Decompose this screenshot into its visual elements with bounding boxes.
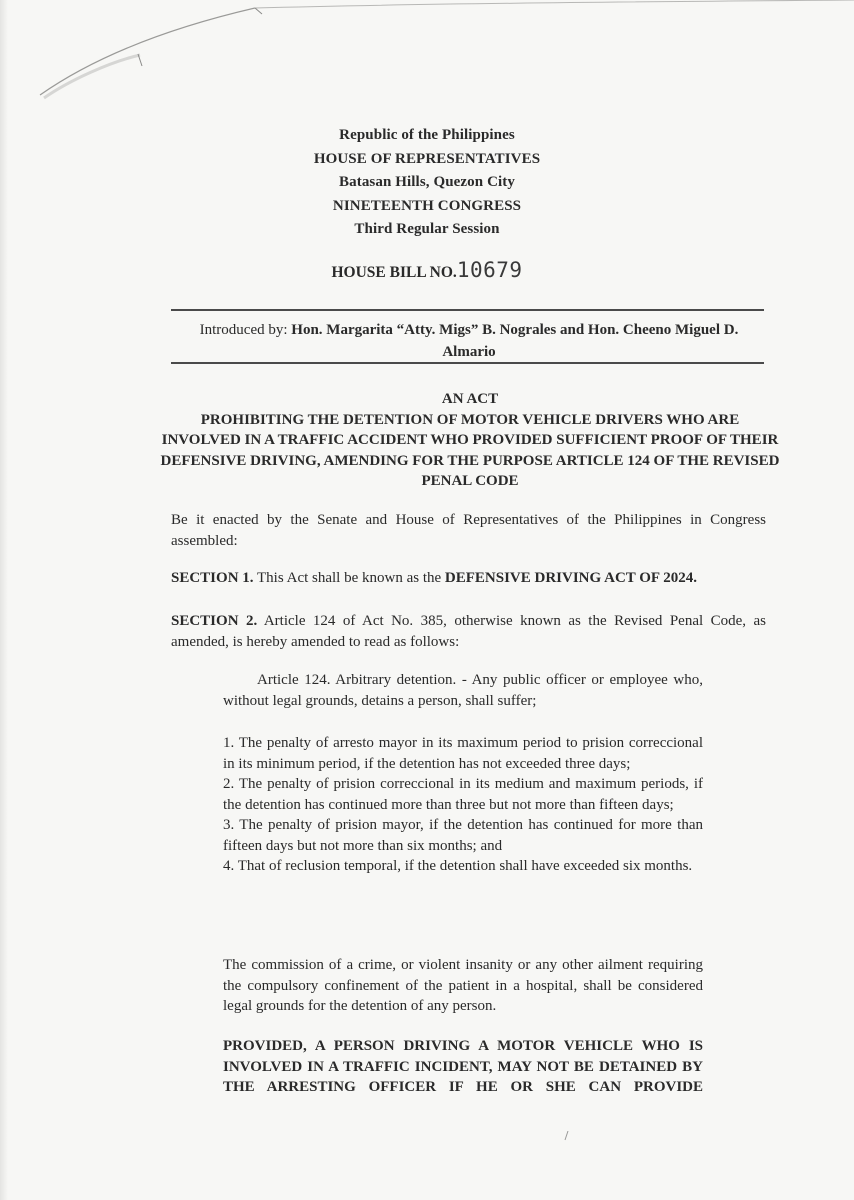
letterhead-session: Third Regular Session <box>354 221 500 237</box>
enacting-clause: Be it enacted by the Senate and House of Representatives of the Philippines in Congress assembled: <box>171 512 766 549</box>
letterhead-congress: NINETEENTH CONGRESS <box>332 197 522 214</box>
section-1-text: This Act shall be known as the <box>257 570 442 586</box>
letterhead <box>0 124 854 242</box>
act-heading: AN ACT <box>441 391 499 407</box>
top-rule <box>171 309 764 311</box>
letterhead-republic: Republic of the Philippines <box>339 127 515 143</box>
letterhead-address: Batasan Hills, Quezon City <box>339 174 515 190</box>
penalty-item: 2. The penalty of prision correccional in its medium and maximum periods, if the detention has continued more than three but not more than fifteen days; <box>223 776 703 813</box>
section-2-label: SECTION 2. <box>171 613 258 629</box>
introduced-by <box>174 319 764 363</box>
section-1-short-title: DEFENSIVE DRIVING ACT OF 2024. <box>444 570 698 586</box>
stray-mark <box>564 1131 570 1141</box>
section-2 <box>171 611 766 652</box>
bottom-rule <box>171 362 764 364</box>
paper-fold-marks <box>0 0 854 120</box>
bill-number-label: HOUSE BILL NO. <box>331 264 457 281</box>
act-title-block <box>160 389 780 492</box>
proviso: PROVIDED, A PERSON DRIVING A MOTOR VEHICLE WHO IS INVOLVED IN A TRAFFIC INCIDENT, MAY NOT BE DETAINED BY THE ARRESTING OFFICER IF HE OR SHE CAN PROVIDE <box>223 1038 703 1095</box>
penalty-list <box>223 733 703 877</box>
act-title: PROHIBITING THE DETENTION OF MOTOR VEHICLE DRIVERS WHO ARE INVOLVED IN A TRAFFIC ACCIDENT WHO PROVIDED SUFFICIENT PROOF OF THEIR DEFENSIVE DRIVING, AMENDING FOR THE PURPOSE ARTICLE 124 OF THE REVISED PENAL CODE <box>160 411 780 489</box>
bill-number <box>0 258 854 282</box>
article-124-intro <box>223 670 703 711</box>
legal-grounds: The commission of a crime, or violent insanity or any other ailment requiring the compulsory confinement of the patient in a hospital, shall be considered legal grounds for the detention of any person. <box>223 957 703 1014</box>
introduced-by-label: Introduced by: <box>199 322 288 338</box>
penalty-item: 1. The penalty of arresto mayor in its maximum period to prision correccional in its minimum period, if the detention has not exceeded three days; <box>223 735 703 772</box>
article-124-intro-text: Article 124. Arbitrary detention. - Any public officer or employee who, without legal grounds, detains a person, shall suffer; <box>223 672 703 709</box>
section-2-text: Article 124 of Act No. 385, otherwise known as the Revised Penal Code, as amended, is hereby amended to read as follows: <box>171 613 766 650</box>
letterhead-house: HOUSE OF REPRESENTATIVES <box>313 150 541 167</box>
introduced-by-authors: Hon. Margarita “Atty. Migs” B. Nograles and Hon. Cheeno Miguel D. Almario <box>291 322 739 360</box>
bill-number-stamp: 10679 <box>456 258 523 282</box>
section-1-label: SECTION 1. <box>171 570 254 586</box>
section-1 <box>171 568 766 589</box>
penalty-item: 3. The penalty of prision mayor, if the detention has continued for more than fifteen days but not more than six months; and <box>223 817 703 854</box>
penalty-item: 4. That of reclusion temporal, if the detention shall have exceeded six months. <box>223 858 693 874</box>
